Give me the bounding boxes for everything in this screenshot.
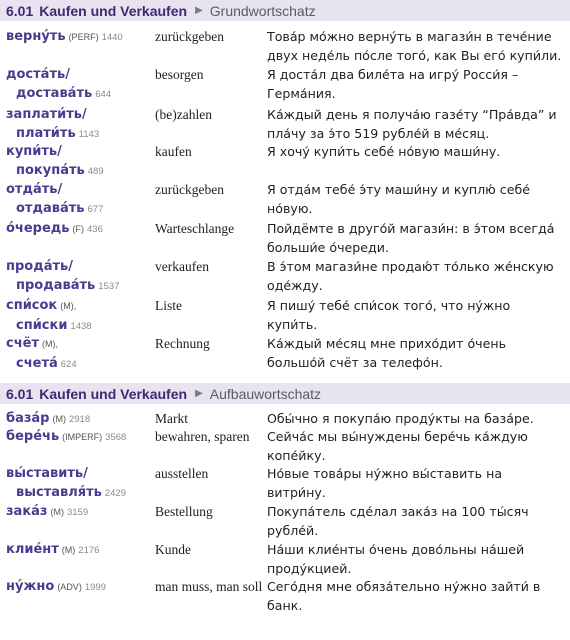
vocab-entry [0,577,570,622]
headword-pair: отдава́ть [16,201,85,216]
grammar-tag: (M), [60,301,77,311]
vocab-entry [0,219,570,257]
entry-list [0,404,570,622]
vocab-entry [0,464,570,502]
russian-term [0,180,155,219]
frequency-rank: 644 [95,89,112,100]
vocab-entry [0,409,570,427]
headword: зака́з [6,504,48,519]
vocab-entry [0,334,570,373]
headword: база́р [6,411,50,426]
section-header [0,383,570,404]
russian-term [0,296,155,336]
triangle-right-icon: ▶ [195,388,203,399]
vocab-entry [0,257,570,296]
frequency-rank: 1999 [84,582,106,593]
vocab-entry [0,296,570,334]
german-translation: Kunde [155,542,191,557]
german-translation: verkaufen [155,259,209,274]
headword-pair: покупа́ть [16,163,85,178]
headword-pair: достава́ть [16,86,93,101]
vocab-entry [0,540,570,577]
russian-term [0,577,155,597]
headword: отда́ть/ [6,182,63,197]
russian-term [0,334,155,374]
headword: счёт [6,336,39,351]
russian-term [0,464,155,503]
headword-pair-line [6,276,155,296]
frequency-rank: 1537 [98,281,120,292]
example-sentence: В э́том магази́не продаю́т то́лько же́нскую оде́жду. [267,259,554,293]
frequency-rank: 2176 [78,545,100,556]
russian-term [0,27,155,47]
example-sentence: Ка́ждый ме́сяц мне прихо́дит о́чень большо́й счёт за телефо́н. [267,336,507,370]
headword-pair-line [6,354,155,374]
section-subtitle: Grundwortschatz [209,2,316,19]
example-sentence: Я пишу́ тебе́ спи́сок того́, что ну́жно купи́ть. [267,298,511,332]
frequency-rank: 3159 [66,507,89,518]
headword: доста́ть/ [6,67,70,82]
grammar-tag: (IMPERF) [62,432,103,442]
frequency-rank: 3568 [105,432,127,443]
german-translation: zurückgeben [155,182,224,197]
headword-pair-line [6,199,155,219]
german-translation: Bestellung [155,504,213,519]
russian-term [0,65,155,104]
vocab-entry [0,502,570,540]
headword-pair-line [6,84,155,104]
russian-term [0,427,155,447]
headword-pair: спи́ски [16,318,68,333]
frequency-rank: 1143 [78,129,100,140]
russian-term [0,142,155,181]
headword: заплати́ть/ [6,107,87,122]
german-translation: Liste [155,298,182,313]
german-translation: Warteschlange [155,221,235,236]
example-sentence: Сего́дня мне обяза́тельно ну́жно зайти́ в банк. [267,579,541,613]
example-sentence: Пойдёмте в друго́й магази́н: в э́том всегда́ больши́е о́череди. [267,221,555,255]
grammar-tag: (M), [41,339,58,349]
example-sentence: Това́р мо́жно верну́ть в магази́н в тече́ние двух неде́ль по́сле того́, как Вы его́ купи́ли. [267,29,562,63]
german-translation: ausstellen [155,466,209,481]
frequency-rank: 1440 [101,32,123,43]
vocab-entry [0,180,570,219]
headword: купи́ть/ [6,144,62,159]
section-number: 6.01 [6,385,34,402]
russian-term [0,219,155,239]
section-subtitle: Aufbauwortschatz [209,385,322,402]
headword: ну́жно [6,579,55,594]
vocab-entry [0,427,570,464]
frequency-rank: 2429 [104,488,126,499]
grammar-tag: (PERF) [68,32,99,42]
frequency-rank: 677 [87,204,104,215]
german-translation: bewahren, sparen [155,429,250,444]
headword-pair-line [6,316,155,336]
grammar-tag: (F) [72,224,85,234]
german-translation: man muss, man soll [155,579,263,594]
german-translation: kaufen [155,144,192,159]
headword-pair: плати́ть [16,126,76,141]
example-sentence: Ка́ждый день я получа́ю газе́ту “Пра́вда” и пла́чу за э́то 519 рубле́й в ме́сяц. [267,107,557,141]
grammar-tag: (M) [52,414,66,424]
headword: прода́ть/ [6,259,73,274]
german-translation: Markt [155,411,188,426]
example-sentence: Я доста́л два биле́та на игру́ Росси́я – Герма́ния. [267,67,519,101]
example-sentence: На́ши клие́нты о́чень дово́льны на́шей проду́кцией. [267,542,525,576]
section-title: Kaufen und Verkaufen [39,385,188,402]
russian-term [0,105,155,144]
headword: верну́ть [6,29,66,44]
headword: о́чередь [6,221,70,236]
headword: спи́сок [6,298,58,313]
frequency-rank: 436 [87,224,103,235]
section-number: 6.01 [6,2,34,19]
vocab-entry [0,65,570,105]
german-translation: besorgen [155,67,204,82]
grammar-tag: (M) [61,545,76,555]
vocab-entry [0,142,570,180]
example-sentence: Сейча́с мы вы́нуждены бере́чь ка́ждую копе́йку. [267,429,528,463]
german-translation: zurückgeben [155,29,224,44]
headword: вы́ставить/ [6,466,88,481]
example-sentence: Я хочу́ купи́ть себе́ но́вую маши́ну. [267,144,501,159]
triangle-right-icon: ▶ [195,5,203,16]
frequency-rank: 489 [87,166,104,177]
frequency-rank: 2918 [68,414,91,425]
example-sentence: Я отда́м тебе́ э́ту маши́ну и куплю́ себе́ но́вую. [267,182,530,216]
headword: клие́нт [6,542,59,557]
entry-list [0,21,570,373]
russian-term [0,409,155,429]
example-sentence: Обы́чно я покупа́ю проду́кты на база́ре. [267,411,534,426]
german-translation: (be)zahlen [155,107,212,122]
headword: бере́чь [6,429,60,444]
frequency-rank: 1438 [70,321,92,332]
headword-pair: выставля́ть [16,485,102,500]
headword-pair-line [6,483,155,503]
grammar-tag: (ADV) [57,582,82,592]
grammar-tag: (M) [50,507,64,517]
headword-pair-line [6,161,155,181]
section-title: Kaufen und Verkaufen [39,2,188,19]
example-sentence: Но́вые това́ры ну́жно вы́ставить на витри́ну. [267,466,503,500]
russian-term [0,257,155,296]
frequency-rank: 624 [60,359,77,370]
russian-term [0,540,155,560]
vocab-entry [0,105,570,142]
german-translation: Rechnung [155,336,210,351]
example-sentence: Покупа́тель сде́лал зака́з на 100 ты́сяч рубле́й. [267,504,529,538]
section-header [0,0,570,21]
russian-term [0,502,155,522]
headword-pair: счета́ [16,356,58,371]
headword-pair: продава́ть [16,278,96,293]
headword-pair-line [6,124,155,144]
vocab-entry [0,27,570,65]
